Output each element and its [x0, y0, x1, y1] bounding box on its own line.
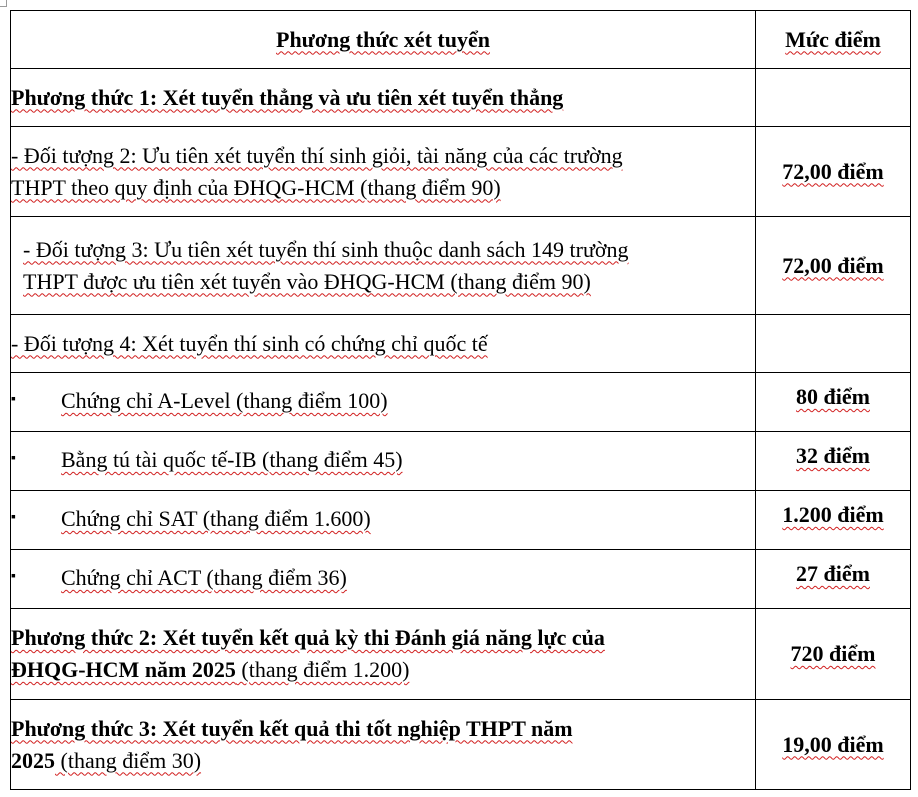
certificate-name: Bằng tú tài quốc tế-IB (thang điểm 45)	[61, 447, 403, 473]
object3-row	[11, 217, 911, 315]
method2-line2	[11, 654, 755, 686]
admission-score-table	[10, 10, 911, 790]
certificate-row-sat	[11, 491, 911, 550]
method1-title: Phương thức 1: Xét tuyển thẳng và ưu tiên xét tuyển thẳng	[11, 84, 564, 110]
object3-score-cell	[756, 217, 911, 315]
object2-cell	[11, 127, 756, 217]
method2-row	[11, 609, 911, 700]
certificate-score: 27 điểm	[796, 561, 870, 586]
method2-cell	[11, 609, 756, 700]
page-corner-mark	[0, 0, 7, 7]
certificate-name: Chứng chỉ ACT (thang điểm 36)	[61, 565, 347, 591]
object4-cell	[11, 315, 756, 373]
table-header-row	[11, 11, 911, 69]
certificate-cell	[11, 550, 756, 609]
object2-line1: - Đối tượng 2: Ưu tiên xét tuyển thí sinh giỏi, tài năng của các trường	[11, 142, 623, 168]
object4-score-cell	[756, 315, 911, 373]
object2-row	[11, 127, 911, 217]
method3-line2-normal: (thang điểm 30)	[55, 747, 202, 773]
square-bullet-icon: ▪	[11, 450, 16, 466]
method1-cell	[11, 69, 756, 127]
method2-score-cell	[756, 609, 911, 700]
certificate-row-a-level	[11, 373, 911, 432]
certificate-row-ib	[11, 432, 911, 491]
certificate-name: Chứng chỉ A-Level (thang điểm 100)	[61, 388, 388, 414]
certificate-score-cell	[756, 432, 911, 491]
method3-score-cell	[756, 700, 911, 790]
object2-line2: THPT theo quy định của ĐHQG-HCM (thang điểm 90)	[11, 174, 501, 200]
method3-line1: Phương thức 3: Xét tuyển kết quả thi tốt nghiệp THPT năm	[11, 715, 573, 741]
method2-line2-normal: (thang điểm 1.200)	[235, 657, 410, 682]
method3-cell	[11, 700, 756, 790]
certificate-score: 80 điểm	[796, 384, 870, 409]
certificate-score-cell	[756, 550, 911, 609]
object3-line2: THPT được ưu tiên xét tuyển vào ĐHQG-HCM (thang điểm 90)	[23, 268, 591, 294]
method2-line2-bold: ĐHQG-HCM năm 2025	[11, 657, 236, 682]
object2-score: 72,00 điểm	[782, 158, 884, 184]
header-method-label: Phương thức xét tuyển	[276, 26, 490, 52]
certificate-score-cell	[756, 373, 911, 432]
method2-score: 720 điểm	[790, 641, 876, 666]
object3-score: 72,00 điểm	[782, 252, 884, 278]
method3-line2-bold: 2025	[11, 747, 55, 773]
object4-text: - Đối tượng 4: Xét tuyển thí sinh có chứng chỉ quốc tế	[11, 330, 488, 356]
certificate-score: 32 điểm	[796, 443, 870, 468]
certificate-cell	[11, 491, 756, 550]
object4-row	[11, 315, 911, 373]
certificate-cell	[11, 432, 756, 491]
certificate-row-act	[11, 550, 911, 609]
square-bullet-icon: ▪	[11, 568, 16, 584]
method3-row	[11, 700, 911, 790]
object3-line1: - Đối tượng 3: Ưu tiên xét tuyển thí sinh thuộc danh sách 149 trường	[23, 236, 629, 262]
certificate-score: 1.200 điểm	[782, 502, 884, 527]
header-method-cell	[11, 11, 756, 69]
method1-row	[11, 69, 911, 127]
method1-score-cell	[756, 69, 911, 127]
square-bullet-icon: ▪	[11, 391, 16, 407]
method3-score: 19,00 điểm	[782, 731, 884, 757]
header-score-label: Mức điểm	[785, 26, 881, 52]
object3-cell	[11, 217, 756, 315]
certificate-score-cell	[756, 491, 911, 550]
object2-score-cell	[756, 127, 911, 217]
square-bullet-icon: ▪	[11, 509, 16, 525]
certificate-name: Chứng chỉ SAT (thang điểm 1.600)	[61, 506, 371, 532]
method2-line1: Phương thức 2: Xét tuyển kết quả kỳ thi Đánh giá năng lực của	[11, 625, 605, 650]
header-score-cell	[756, 11, 911, 69]
method3-line2	[11, 745, 755, 777]
certificate-cell	[11, 373, 756, 432]
